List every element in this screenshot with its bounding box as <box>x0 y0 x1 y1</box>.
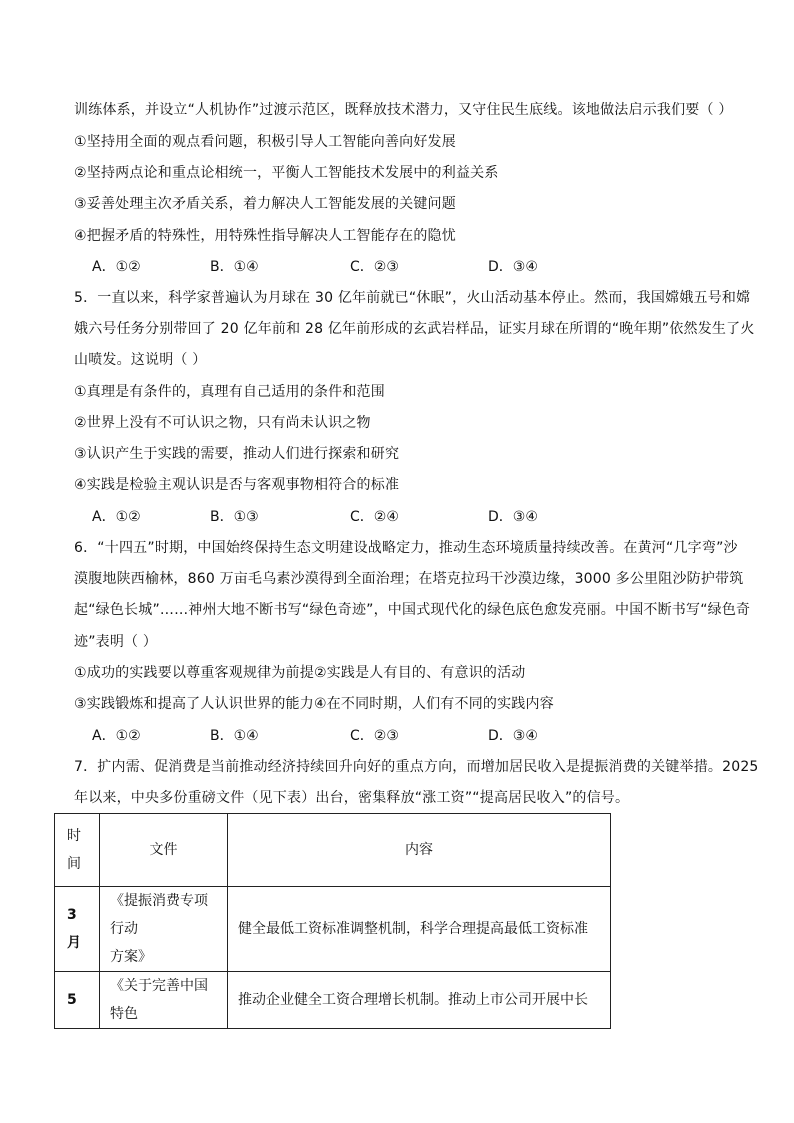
q4-option-b[interactable]: B．①④ <box>210 259 259 275</box>
q6-stem-line-3: 起“绿色长城”……神州大地不断书写“绿色奇迹”，中国式现代化的绿色底色愈发亮丽。中国不断书写“绿色奇 <box>74 602 751 618</box>
table-row <box>55 972 611 1029</box>
q6-option-c[interactable]: C．②③ <box>350 728 399 744</box>
row1-time <box>55 887 100 972</box>
row2-file-line-1: 《关于完善中国特色 <box>110 978 208 1022</box>
q5-stem-line-3: 山喷发。这说明（ ） <box>74 352 207 368</box>
table-row <box>55 887 611 972</box>
table-header-row <box>55 814 611 887</box>
q4-statement-3: ③妥善处理主次矛盾关系，着力解决人工智能发展的关键问题 <box>74 196 456 212</box>
q6-option-a[interactable]: A．①② <box>92 728 141 744</box>
q4-statement-4: ④把握矛盾的特殊性，用特殊性指导解决人工智能存在的隐忧 <box>74 228 456 244</box>
row2-time-line-1: 5 <box>67 992 77 1008</box>
q4-option-d[interactable]: D．③④ <box>488 259 538 275</box>
q4-statement-1: ①坚持用全面的观点看问题，积极引导人工智能向善向好发展 <box>74 134 456 150</box>
q5-statement-3: ③认识产生于实践的需要，推动人们进行探索和研究 <box>74 446 400 462</box>
policy-table <box>54 813 611 1029</box>
row1-time-line-1: 3 <box>67 907 77 923</box>
q5-option-a[interactable]: A．①② <box>92 509 141 525</box>
header-time-char-2: 间 <box>67 856 81 872</box>
row1-content: 健全最低工资标准调整机制，科学合理提高最低工资标准 <box>228 887 611 972</box>
q5-option-c[interactable]: C．②④ <box>350 509 399 525</box>
q7-stem-line-1: 7．扩内需、促消费是当前推动经济持续回升向好的重点方向，而增加居民收入是提振消费的关键举措。2025 <box>74 759 759 775</box>
header-time <box>55 814 100 887</box>
q5-statement-4: ④实践是检验主观认识是否与客观事物相符合的标准 <box>74 477 400 493</box>
header-content: 内容 <box>228 814 611 887</box>
q5-stem-line-2: 娥六号任务分别带回了 20 亿年前和 28 亿年前形成的玄武岩样品，证实月球在所谓的“晚年期”依然发生了火 <box>74 321 755 337</box>
q5-option-b[interactable]: B．①③ <box>210 509 259 525</box>
q5-statement-1: ①真理是有条件的，真理有自己适用的条件和范围 <box>74 384 385 400</box>
row1-file-line-1: 《提振消费专项行动 <box>110 893 208 937</box>
row1-time-line-2: 月 <box>67 935 81 951</box>
q6-stem-line-4: 迹”表明（ ） <box>74 634 158 650</box>
q6-stem-line-1: 6．“十四五”时期，中国始终保持生态文明建设战略定力，推动生态环境质量持续改善。在黄河“几字弯”沙 <box>74 540 738 556</box>
row1-file-line-2: 方案》 <box>110 949 152 965</box>
row2-time <box>55 972 100 1029</box>
q6-stem-line-2: 漠腹地陕西榆林，860 万亩毛乌素沙漠得到全面治理；在塔克拉玛干沙漠边缘，3000 多公里阻沙防护带筑 <box>74 571 744 587</box>
q5-statement-2: ②世界上没有不可认识之物，只有尚未认识之物 <box>74 415 371 431</box>
header-time-char-1: 时 <box>67 828 81 844</box>
row1-file <box>100 887 228 972</box>
q6-statements-3-4: ③实践锻炼和提高了人认识世界的能力④在不同时期，人们有不同的实践内容 <box>74 696 554 712</box>
q4-stem-continued: 训练体系，并设立“人机协作”过渡示范区，既释放技术潜力，又守住民生底线。该地做法启示我们要（ ） <box>74 102 733 118</box>
row2-content: 推动企业健全工资合理增长机制。推动上市公司开展中长 <box>228 972 611 1029</box>
q7-stem-line-2: 年以来，中央多份重磅文件（见下表）出台，密集释放“涨工资”“提高居民收入”的信号。 <box>74 790 630 806</box>
q5-option-d[interactable]: D．③④ <box>488 509 538 525</box>
q4-statement-2: ②坚持两点论和重点论相统一，平衡人工智能技术发展中的利益关系 <box>74 165 499 181</box>
header-file: 文件 <box>100 814 228 887</box>
q6-option-b[interactable]: B．①④ <box>210 728 259 744</box>
q4-option-a[interactable]: A．①② <box>92 259 141 275</box>
q6-option-d[interactable]: D．③④ <box>488 728 538 744</box>
q6-statements-1-2: ①成功的实践要以尊重客观规律为前提②实践是人有目的、有意识的活动 <box>74 665 526 681</box>
q5-stem-line-1: 5．一直以来，科学家普遍认为月球在 30 亿年前就已“休眠”，火山活动基本停止。然而，我国嫦娥五号和嫦 <box>74 290 751 306</box>
row2-file <box>100 972 228 1029</box>
q4-option-c[interactable]: C．②③ <box>350 259 399 275</box>
